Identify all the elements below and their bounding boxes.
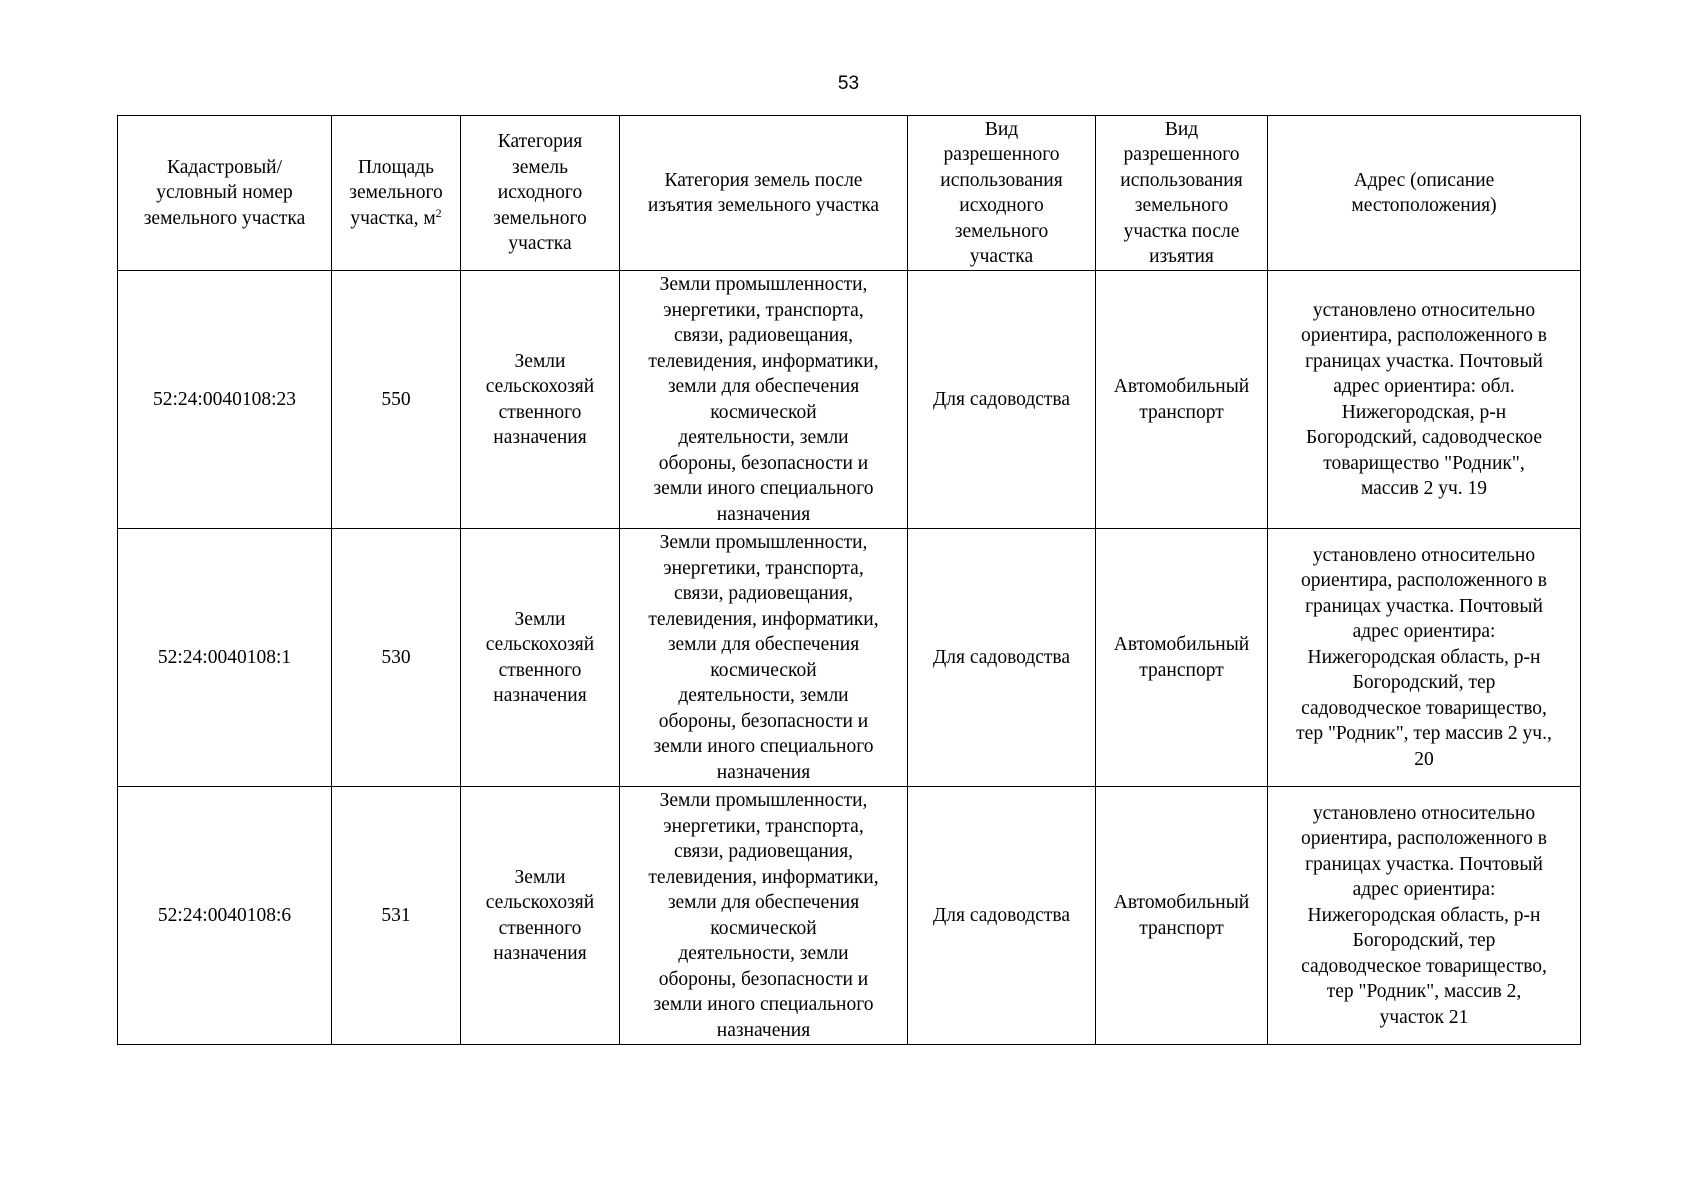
- cell-address: установлено относительно ориентира, расположенного в границах участка. Почтовый адрес ориентира: Нижегородская область, р-н Богородский, тер садоводческое товарищество, тер "Родник", тер массив 2 уч., 20: [1268, 529, 1581, 787]
- header-address: Адрес (описание местоположения): [1268, 116, 1581, 271]
- page-number: 53: [837, 73, 860, 94]
- cell-use-original: Для садоводства: [908, 271, 1096, 529]
- header-category-after: Категория земель после изъятия земельного участка: [620, 116, 908, 271]
- cell-category-after: Земли промышленности, энергетики, транспорта, связи, радиовещания, телевидения, информатики, земли для обеспечения космической деятельности, земли обороны, безопасности и земли иного специального назначения: [620, 529, 908, 787]
- cell-category-after: Земли промышленности, энергетики, транспорта, связи, радиовещания, телевидения, информатики, земли для обеспечения космической деятельности, земли обороны, безопасности и земли иного специального назначения: [620, 271, 908, 529]
- table-row: [118, 271, 1581, 529]
- cell-cadastral: 52:24:0040108:1: [118, 529, 332, 787]
- cell-use-after: Автомобильный транспорт: [1096, 787, 1268, 1045]
- cell-cadastral: 52:24:0040108:23: [118, 271, 332, 529]
- header-category-original: Категория земель исходного земельного участка: [461, 116, 620, 271]
- cell-cadastral: 52:24:0040108:6: [118, 787, 332, 1045]
- cell-category-after: Земли промышленности, энергетики, транспорта, связи, радиовещания, телевидения, информатики, земли для обеспечения космической деятельности, земли обороны, безопасности и земли иного специального назначения: [620, 787, 908, 1045]
- cell-address: установлено относительно ориентира, расположенного в границах участка. Почтовый адрес ориентира: обл. Нижегородская, р-н Богородский, садоводческое товарищество "Родник", массив 2 уч. 19: [1268, 271, 1581, 529]
- header-area: [332, 116, 461, 271]
- cell-area: 531: [332, 787, 461, 1045]
- header-area-unit-sup: 2: [435, 205, 442, 220]
- table-row: [118, 529, 1581, 787]
- table-row: [118, 787, 1581, 1045]
- cell-address: установлено относительно ориентира, расположенного в границах участка. Почтовый адрес ориентира: Нижегородская область, р-н Богородский, тер садоводческое товарищество, тер "Родник", массив 2, участок 21: [1268, 787, 1581, 1045]
- cell-category-original: Земли сельскохозяй ственного назначения: [461, 271, 620, 529]
- cell-category-original: Земли сельскохозяй ственного назначения: [461, 787, 620, 1045]
- table-header-row: [118, 116, 1581, 271]
- cell-area: 530: [332, 529, 461, 787]
- cell-use-original: Для садоводства: [908, 529, 1096, 787]
- header-area-label: Площадь земельного участка, м: [349, 156, 443, 229]
- header-cadastral: Кадастровый/ условный номер земельного участка: [118, 116, 332, 271]
- header-use-after: Вид разрешенного использования земельного участка после изъятия: [1096, 116, 1268, 271]
- cell-area: 550: [332, 271, 461, 529]
- cell-use-after: Автомобильный транспорт: [1096, 529, 1268, 787]
- land-plots-table: [117, 115, 1581, 1045]
- cell-category-original: Земли сельскохозяй ственного назначения: [461, 529, 620, 787]
- cell-use-after: Автомобильный транспорт: [1096, 271, 1268, 529]
- cell-use-original: Для садоводства: [908, 787, 1096, 1045]
- header-use-original: Вид разрешенного использования исходного земельного участка: [908, 116, 1096, 271]
